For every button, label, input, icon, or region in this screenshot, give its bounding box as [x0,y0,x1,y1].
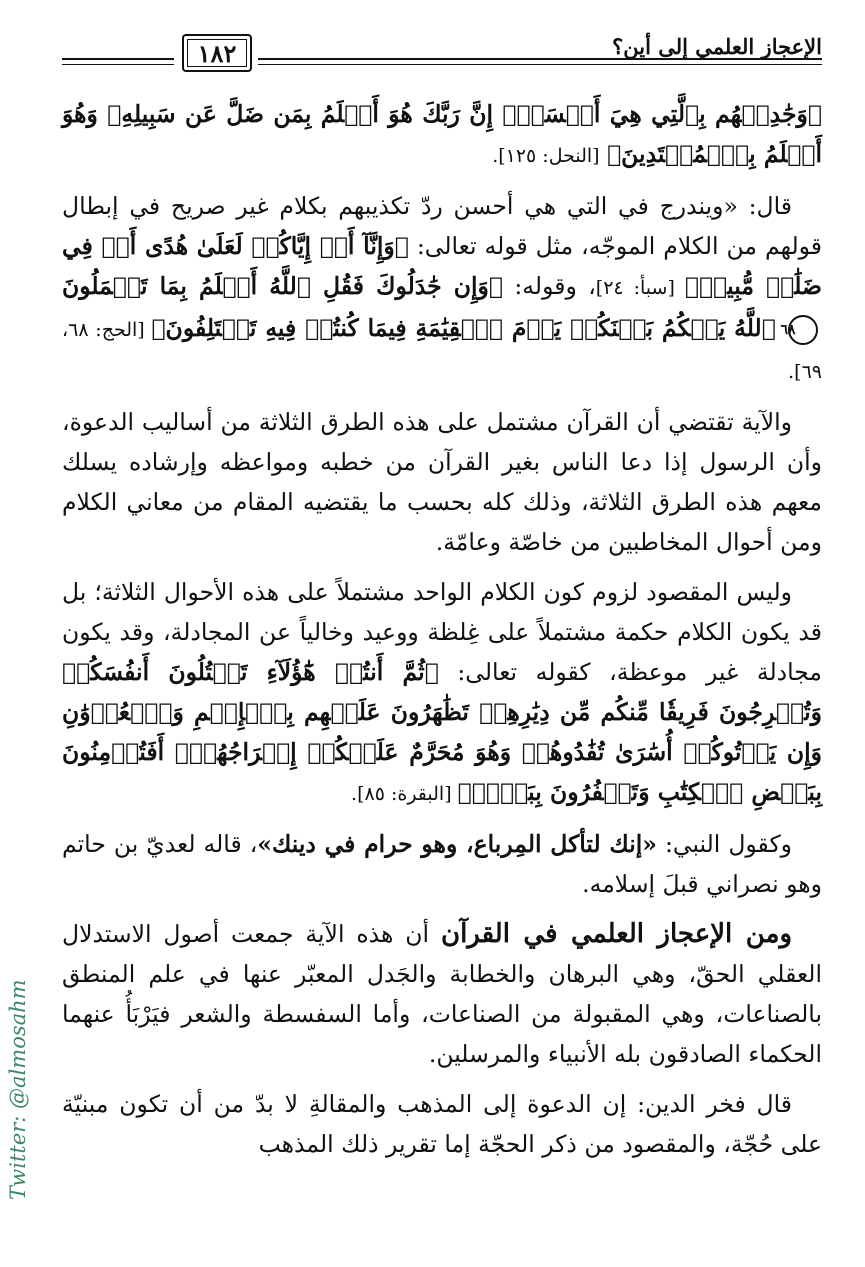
paragraph-4 [62,572,822,814]
verse-reference: [سبأ: ٢٤] [595,277,685,299]
header-rule-right-thin [258,64,822,65]
verse-reference: [النحل: ١٢٥]. [492,145,600,167]
header-rule-right [258,58,822,60]
quran-verse: ﴿ثُمَّ أَنتُمۡ هَٰٓؤُلَآءِ تَقۡتُلُونَ أَنفُسَكُمۡ وَتُخۡرِجُونَ فَرِيقٗا مِّنكُم مِّن دِيَٰرِهِمۡ تَظَٰهَرُونَ عَلَيۡهِم بِٱلۡإِثۡمِ وَٱلۡعُدۡوَٰنِ وَإِن يَأۡتُوكُمۡ أُسَٰرَىٰ تُفَٰدُوهُمۡ وَهُوَ مُحَرَّمٌ عَلَيۡكُمۡ إِخۡرَاجُهُمۡۚ أَفَتُؤۡمِنُونَ بِبَعۡضِ ٱلۡكِتَٰبِ وَتَكۡفُرُونَ بِبَعۡضٖ﴾ [62,658,822,806]
paragraph-7: قال فخر الدين: إن الدعوة إلى المذهب والمقالةِ لا بدّ من أن تكون مبنيّة على حُجّة، والمقصود من ذكر الحجّة إما تقرير ذلك المذهب [62,1090,822,1158]
paragraph-6 [62,914,822,1074]
page-number: ١٨٢ [182,34,252,72]
paragraph-text: ، قاله لعديّ بن حاتم وهو نصراني قبلَ إسلامه. [62,830,822,898]
quran-verse: ﴿وَإِن جَٰدَلُوكَ فَقُلِ ٱللَّهُ أَعۡلَمُ بِمَا تَعۡمَلُونَ [62,272,503,300]
paragraph-text: ، وقوله: [502,272,596,300]
page-header [62,28,822,78]
paragraph-text: وليس المقصود لزوم كون الكلام الواحد مشتملاً على هذه الأحوال الثلاثة؛ بل قد يكون الكلام حكمة مشتملاً على غِلظة ووعيد وخالياً عن المجادلة، وقد يكون مجادلة غير موعظة، كقوله تعالى: [62,578,822,686]
paragraph-3: والآية تقتضي أن القرآن مشتمل على هذه الطرق الثلاثة من أساليب الدعوة، وأن الرسول إذا دعا الناس بغير القرآن من خطبه ومواعظه وإرشاده يسلك معهم هذه الطرق الثلاثة، وذلك كله بحسب ما يقتضيه المقام من معاني الكلام ومن أحوال المخاطبين من خاصّة وعامّة. [62,408,822,556]
page-body [62,94,822,1174]
paragraph-2 [62,186,822,392]
running-title: الإعجاز العلمي إلى أين؟ [612,34,822,59]
quran-verse: ﴿وَجَٰدِلۡهُم بِٱلَّتِي هِيَ أَحۡسَنُۚ إِنَّ رَبَّكَ هُوَ أَعۡلَمُ بِمَن ضَلَّ عَن سَبِيلِهِۦ وَهُوَ أَعۡلَمُ بِٱلۡمُهۡتَدِينَ﴾ [62,100,822,168]
watermark: Twitter: @almosahm [6,979,30,1200]
quran-verse: ﴿وَإِنَّآ أَوۡ إِيَّاكُمۡ لَعَلَىٰ هُدًى أَوۡ فِي ضَلَٰلٖ مُّبِينٖ﴾ [62,232,822,300]
lead-phrase: ومن الإعجاز العلمي في القرآن [440,919,792,949]
verse-reference: [الحج: ٦٨، ٦٩]. [62,319,822,383]
paragraph-5 [62,824,822,904]
verse-number-marker: ٦٨ [788,315,818,345]
paragraph-text: أن هذه الآية جمعت أصول الاستدلال العقلي الحقّ، وهي البرهان والخطابة والجَدل المعبّر عنها في علم المنطق بالصناعات، وهي المقبولة من الصناعات، وأما السفسطة والشعر فيَرْبَأُ عنهما الحكماء الصادقون بله الأنبياء والمرسلين. [62,920,822,1068]
header-rule-left-thin [62,64,174,65]
paragraph-text: وكقول النبي: [656,830,792,858]
quran-verse: ٱللَّهُ يَحۡكُمُ بَيۡنَكُمۡ يَوۡمَ ٱلۡقِيَٰمَةِ فِيمَا كُنتُمۡ فِيهِ تَخۡتَلِفُونَ﴾ [151,314,776,342]
header-rule-left [62,58,174,60]
paragraph-text: قال: «ويندرج في التي هي أحسن ردّ تكذيبهم بكلام غير صريح في إبطال قولهم من الكلام الموجّه، مثل قوله تعالى: [62,192,822,260]
hadith-quote: «إنك لتأكل المِرباع، وهو حرام في دينك» [257,830,657,858]
paragraph-1 [62,94,822,176]
verse-reference: [البقرة: ٨٥]. [351,783,458,805]
